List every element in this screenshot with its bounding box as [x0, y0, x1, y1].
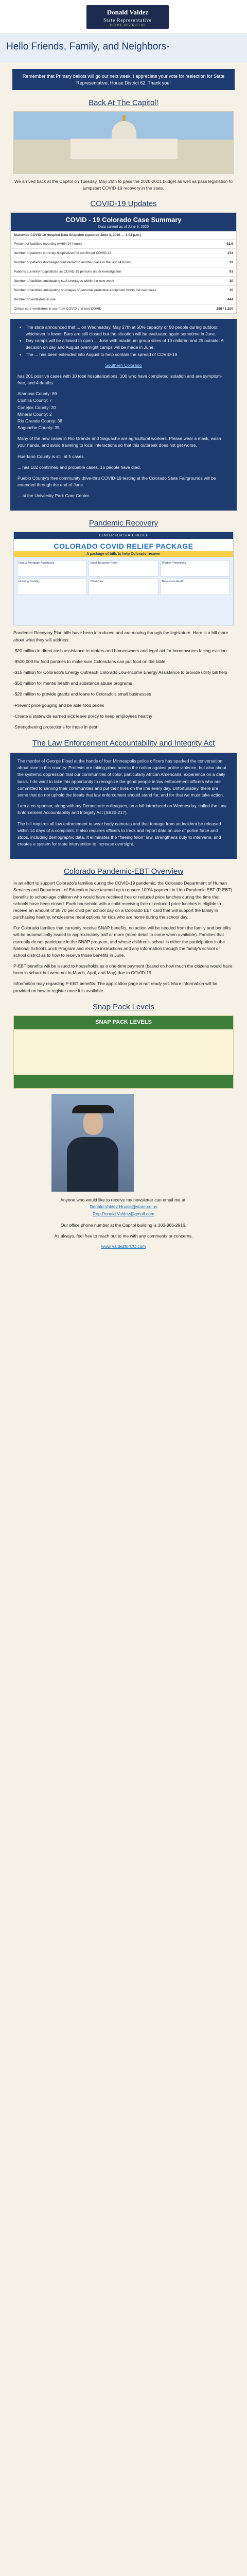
capitol-image [13, 111, 234, 174]
accountability-para: The murder of George Floyd at the hands of four Minneapolis police officers has sparked the conversation about race in this country. Protests are taking place across the nation against police violence, but also about the systemic oppression that our communities of color, particularly African Americans, experience on a daily basis. I do want to take this opportunity to recognize the good people in law enforcement officers who are committed to serving their communities and put their lives on the line every day. Unfortunately, there are some that do not uphold the ideals that law enforcement should stand for, and for that we must take action. [17, 758, 226, 798]
table-row [11, 267, 236, 276]
recovery-para: -$15 million for Colorado's Energy Outreach Colorado Low-Income Energy Assistance to provide utility bill help [13, 670, 227, 675]
recovery-para: -$500,000 for food pantries to make sure Coloradans can put food on the table [13, 658, 166, 664]
table-row [11, 304, 236, 313]
covid-summary-card [10, 212, 237, 314]
website-link[interactable]: www.ValdezforCO.com [101, 1243, 146, 1249]
capitol-dome [112, 121, 136, 140]
portrait-hat [72, 1105, 114, 1113]
relief-img-sub: A package of bills to help Colorado recover [14, 551, 233, 557]
logo-name: Donald Valdez [107, 8, 149, 16]
covid-info-box [10, 319, 237, 511]
pueblo-text-2: ... at the University Park Care Center. [17, 493, 90, 499]
covid-row-value: 444 [199, 295, 236, 304]
recovery-text [13, 630, 234, 731]
recovery-para: Pandemic Recovery Plan bills have been introduced and are moving through the legislature. Here is a bill more about what they will address: [13, 630, 228, 642]
table-row [11, 276, 236, 285]
county-item: Costilla County: 7 [17, 398, 52, 403]
huerfano-text: Huerfano County is still at 5 cases. [17, 453, 85, 459]
covid-row-value: 10 [199, 276, 236, 285]
accountability-para: The bill requires all law enforcement to wear body cameras and that footage from an incident be released within 14 days of a complaint. It also requires officers to track and report data on use of police force and stops, including demographic data. It eliminates the "fleeing felon" law, strengthens duty to intervene, and creates a system for state intervention to increase oversight. [17, 821, 221, 847]
logo-title: State Representative [103, 18, 152, 23]
snap-img-label: SNAP PACK LEVELS [95, 1019, 152, 1025]
ebt-para: P-EBT benefits will be issued to households as a one-time payment (based on how much the citizens would have been in school but were not in March, April, and May) due to COVID-19. [13, 963, 233, 976]
table-row [11, 258, 236, 267]
relief-tile: Housing Stability [17, 579, 86, 595]
phone-line: Our office phone number at the Capitol building is 303-866-2916. [60, 1222, 187, 1228]
relief-tile: Child Care [89, 579, 158, 595]
ebt-para: Information may regarding P-EBT benefits: The application page is not ready yet. More information will be provided on how to register once it is available. [13, 981, 218, 993]
greeting-text: Hello Friends, Family, and Neighbors- [6, 41, 170, 52]
recovery-para: -$20 million to provide grants and loans to Colorado's small businesses [13, 691, 151, 697]
recovery-para: -Strengthening protections for those in debt [13, 724, 98, 730]
covid-card-subtitle: Data current as of June 3, 2020 [11, 225, 236, 231]
capitol-building [70, 139, 178, 159]
covid-row-value: 15 [199, 285, 236, 295]
recovery-para: -$20 million in direct cash assistance to renters and homeowners and legal aid for homeowners facing eviction [13, 648, 227, 653]
header [0, 0, 247, 33]
contact-section [15, 1197, 232, 1250]
covid-row-value: 274 [199, 248, 236, 258]
accountability-box [10, 753, 237, 859]
covid-row-label: Percent of facilities reporting (within 24 hours) [11, 239, 199, 248]
relief-tile: Behavioral Health [161, 579, 230, 595]
list-item: • Day camps will be allowed to open ... June with maximum group sizes of 10 children and 25 outside. A decision on day and August overnight camps will be made in June. [26, 337, 230, 351]
las-animas-text: ... has 102 confirmed and probable cases, 16 people have died. [17, 464, 141, 470]
relief-img-title: COLORADO COVID RELIEF PACKAGE [14, 539, 233, 551]
gmail-link[interactable]: Rep.Donald.Valdez@gmail.com [93, 1211, 154, 1216]
newsletter-page [0, 0, 247, 1250]
relief-tile: Small Business Relief [89, 560, 158, 577]
accountability-title[interactable]: The Law Enforcement Accountability and Integrity Act [32, 739, 215, 748]
table-row [11, 239, 236, 248]
covid-row-label: Number of facilities anticipating staff shortages within the next week [11, 276, 199, 285]
portrait-suit [67, 1137, 118, 1192]
southern-colorado-link[interactable]: Southern Colorado [105, 362, 142, 368]
covid-row-value: 93.6 [199, 239, 236, 248]
snap-pack-image [13, 1015, 234, 1089]
list-item: • The state announced that ... on Wednesday, May 27th at 50% capacity or 50 people during outdoor, whichever is fewer. Bars are still closed but the situation will be evaluated again sometime in June. [26, 324, 230, 337]
relief-tile: Worker Protections [161, 560, 230, 577]
covid-row-label: Number of facilities anticipating shortages of personal protective equipment within the next week [11, 285, 199, 295]
southern-body: has 201 positive cases with 18 total hospitalizations. 100 who have completed isolation and are symptom-free, and 4 deaths. [17, 373, 222, 386]
ebt-title[interactable]: Colorado Pandemic-EBT Overview [63, 867, 184, 876]
covid-row-value: 298 / 1,100 [199, 304, 236, 313]
covid-row-label: Number of patients currently hospitalized for confirmed COVID-19 [11, 248, 199, 258]
list-item: • The ... has been extended into August to help contain the spread of COVID-19. [26, 351, 230, 358]
county-item: Alamosa County: 89 [17, 391, 57, 397]
contact-line: Anyone who would like to receive my newsletter can email me at: [60, 1197, 187, 1202]
covid-table [11, 239, 236, 313]
covid-row-label: Patients currently hospitalized as COVID-19 persons under investigation [11, 267, 199, 276]
greeting-banner [0, 33, 247, 63]
covid-row-label: Critical care ventilators in use from COVID and non-COVID [11, 304, 199, 313]
county-item: Conejos County: 20 [17, 404, 56, 410]
recovery-para: -Create a statewide earned sick leave policy to keep employees healthy [13, 713, 152, 719]
covid-card-title: COVID - 19 Colorado Case Summary [11, 213, 236, 225]
relief-tile: Rent & Mortgage Assistance [17, 560, 86, 577]
county-item: Saguache County: 35 [17, 425, 60, 431]
ebt-para: In an effort to support Colorado's families during the COVID-19 pandemic, the Colorado Department of Human Services and Department of Education have teamed up to ensure 100% payment in Lieu Pandemic EBT (P-EBT) benefits to school-age children who would have received free or reduced price lunches during the time that schools have been closed. Each household with a child receiving free or reduced price lunches is eligible to receive an amount of $5.70 per child per school day on a Colorado EBT card that will support the family in purchasing healthy, wholesome meal options for kids who are home during the school day. [13, 880, 233, 920]
capitol-caption: We arrived back at the Capitol on Tuesday, May 26th to pass the 2020-2021 budget as well as pass legislation to jumpstart COVID-19 recovery in the state. [14, 179, 233, 191]
logo-district: HOUSE DISTRICT 62 [110, 24, 146, 27]
snap-stripe [14, 1075, 233, 1088]
outbreak-para: Many of the new cases in Rio Grande and Saguache are agricultural workers. Please wear a mask, wash your hands, and avoid traveling to local interactions so that this outbreak does not get worse. [17, 436, 221, 448]
covid-row-value: 91 [199, 267, 236, 276]
comments-line: As always, feel free to reach out to me with any comments or concerns. [54, 1233, 193, 1239]
recovery-para: -$50 million for mental health and substance abuse programs [13, 681, 132, 686]
relief-package-image [13, 532, 234, 625]
reminder-box: Remember that Primary ballots will go out next week. I appreciate your vote for reelection for State Representative, House District 62. Thank you! [12, 69, 235, 90]
covid-row-label: Number of patients discharged/transferred to another place in the last 24 hours [11, 258, 199, 267]
recovery-para: -Prevent price gouging and be able food prices [13, 702, 104, 708]
pueblo-text: Pueblo County's free community drive-thru COVID-19 testing at the Colorado State Fairgrounds will be extended through the end of June. [17, 475, 216, 488]
email-link[interactable]: Donald.Valdez.House@state.co.us [90, 1204, 157, 1210]
logo [86, 5, 169, 29]
accountability-para: I am a co-sponsor, along with my Democratic colleagues, on a bill introduced on Wednesday, called the Law Enforcement Accountability and Integrity Act (SB20-217). [17, 803, 227, 816]
table-row [11, 285, 236, 295]
county-item: Rio Grande County: 38 [17, 418, 62, 423]
county-item: Mineral County: 2 [17, 411, 52, 417]
table-row [11, 295, 236, 304]
covid-title[interactable]: COVID-19 Updates [90, 199, 157, 208]
ebt-text [13, 880, 234, 994]
capitol-title[interactable]: Back At The Capitol! [89, 98, 158, 108]
relief-grid [14, 557, 233, 598]
snap-title[interactable]: Snap Pack Levels [92, 1002, 155, 1011]
covid-updated-text: Statewide COVID-19 Hospital Data Snapshot (updated June 3, 2020 — 4:04 p.m.) [14, 233, 142, 237]
representative-portrait [51, 1094, 134, 1192]
recovery-title[interactable]: Pandemic Recovery [89, 519, 158, 528]
table-row [11, 248, 236, 258]
ebt-para: For Colorado families that currently receive SNAP benefits, no action will be needed from the family and benefits will be automatically issued to approximately half or more (more detail to come when available). Families that currently do not participate in the SNAP program, and whose children's school is either the participation in the National School Lunch Program and receive instructions and any information through the family's school or school district as to how to receive those benefits in June. [13, 925, 231, 958]
relief-img-top: CENTER FOR STATE RELIEF [14, 532, 233, 539]
covid-row-value: 33 [199, 258, 236, 267]
county-list [17, 391, 230, 431]
covid-bullets [26, 324, 230, 358]
covid-row-label: Number of ventilators in use [11, 295, 199, 304]
portrait-head [83, 1111, 103, 1135]
